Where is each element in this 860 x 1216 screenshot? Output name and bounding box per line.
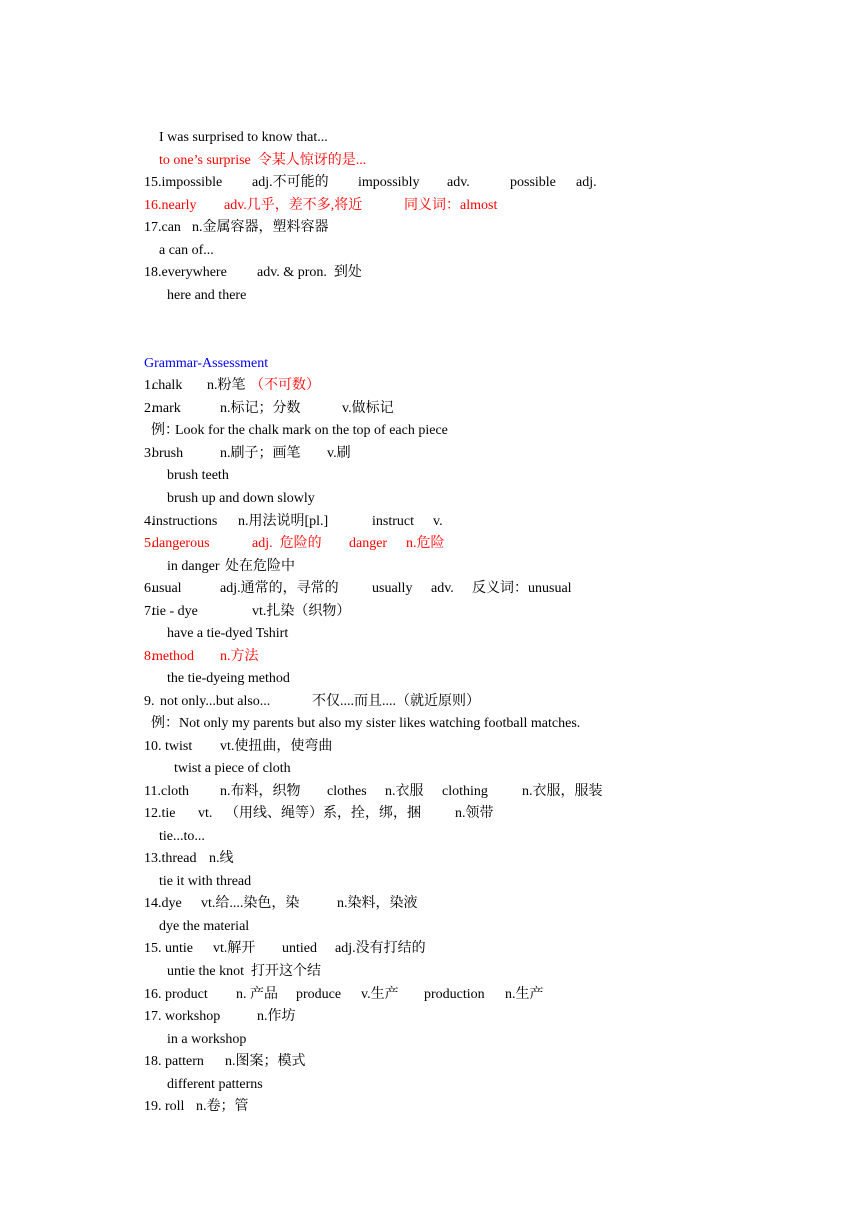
entry-number: 7.	[144, 603, 155, 619]
entry-word: 15. untie	[144, 940, 193, 956]
entry-part-of-speech: adv.	[447, 174, 470, 190]
entry-definition: adv. & pron. 到处	[257, 264, 362, 280]
example-text: 例：Not only my parents but also my sister likes watching football matches.	[151, 715, 581, 731]
heading-text: Grammar-Assessment	[144, 355, 269, 371]
entry-word: 15.impossible	[144, 174, 223, 190]
entry-word: 17. workshop	[144, 1008, 221, 1024]
entry-definition: n.作坊	[257, 1008, 296, 1024]
entry-number: 8.	[144, 648, 155, 664]
entry-word: brush	[152, 445, 184, 461]
example-can	[145, 217, 214, 258]
example-tie-dyeing-method	[153, 645, 290, 686]
example-text: have a tie-dyed Tshirt	[167, 625, 289, 641]
entry-word: 16. product	[144, 986, 208, 1002]
entry-definition: vt.使扭曲，使弯曲	[220, 738, 333, 754]
entry-number: 2.	[144, 400, 155, 416]
example-brush-up-down	[153, 465, 315, 506]
entry-related-word: instruct	[372, 513, 414, 529]
entry-word: usual	[152, 580, 182, 596]
entry-definition: n.危险	[406, 535, 445, 551]
entry-definition: v.做标记	[342, 400, 394, 416]
entry-word: 11.cloth	[144, 783, 189, 799]
entry-definition: n.标记；分数	[220, 400, 301, 416]
entry-synonym: 同义词：almost	[404, 197, 498, 213]
entry-definition: n.染料，染液	[337, 895, 418, 911]
example-text: brush up and down slowly	[167, 490, 315, 506]
example-not-only-but-also	[137, 690, 581, 731]
entry-related-word: production	[424, 986, 485, 1002]
example-translation: 处在危险中	[225, 558, 295, 574]
example-brush-teeth	[153, 442, 229, 483]
example-text: in a workshop	[167, 1031, 247, 1047]
entry-number: 4.	[144, 513, 155, 529]
entry-definition: adj. 危险的	[252, 535, 322, 551]
entry-definition: n.衣服，服装	[522, 783, 603, 799]
entry-number: 3.	[144, 445, 155, 461]
example-text: in danger	[167, 558, 220, 574]
example-text: dye the material	[159, 918, 250, 934]
entry-note: （不可数）	[250, 377, 320, 393]
entry-definition: n.生产	[505, 986, 544, 1002]
entry-word: 10. twist	[144, 738, 193, 754]
example-label: 例：	[151, 422, 179, 438]
entry-related-word: possible	[510, 174, 556, 190]
example-text: a can of...	[159, 242, 214, 258]
entry-word: 14.dye	[144, 895, 182, 911]
entry-definition: n.方法	[220, 648, 259, 664]
example-everywhere	[153, 262, 247, 303]
entry-definition: adj.没有打结的	[335, 940, 426, 956]
entry-related-word: usually	[372, 580, 413, 596]
entry-definition: n.衣服	[385, 783, 424, 799]
entry-related-word: clothing	[442, 783, 488, 799]
line-surprised-example	[145, 104, 328, 145]
entry-definition: n.金属容器，塑料容器	[192, 219, 329, 235]
entry-definition: v.生产	[361, 986, 399, 1002]
entry-word: 17.can	[144, 219, 181, 235]
line-text: to one’s surprise 令某人惊讶的是...	[159, 152, 367, 168]
entry-word: instructions	[152, 513, 218, 529]
example-text: Look for the chalk mark on the top of each piece	[175, 422, 448, 438]
entry-word: 18. pattern	[144, 1053, 204, 1069]
example-text: twist a piece of cloth	[174, 760, 291, 776]
entry-number: 5.	[144, 535, 155, 551]
entry-definition: n. 产品	[236, 986, 278, 1002]
entry-everywhere	[130, 239, 362, 280]
entry-part-of-speech: adj.	[576, 174, 597, 190]
entry-part-of-speech: v.	[433, 513, 443, 529]
example-tie-dyed-tshirt	[153, 600, 289, 641]
entry-definition: vt.给....染色，染	[201, 895, 300, 911]
line-text: I was surprised to know that...	[159, 129, 328, 145]
entry-word: not only...but also...	[160, 693, 271, 709]
example-in-workshop	[153, 1006, 247, 1047]
entry-related-word: clothes	[327, 783, 367, 799]
example-dye-material	[145, 893, 250, 934]
entry-word: method	[152, 648, 194, 664]
entry-definition: v.刷	[327, 445, 351, 461]
entry-definition: n.卷；管	[196, 1098, 249, 1114]
entry-related-word: impossibly	[358, 174, 420, 190]
example-tie-with-thread	[145, 848, 252, 889]
example-text: tie it with thread	[159, 873, 252, 889]
entry-definition: n.图案；模式	[225, 1053, 306, 1069]
example-text: brush teeth	[167, 467, 229, 483]
entry-related-word: danger	[349, 535, 388, 551]
entry-definition: adj.通常的，寻常的	[220, 580, 339, 596]
example-text: different patterns	[167, 1076, 263, 1092]
entry-number: 6.	[144, 580, 155, 596]
entry-definition: adj.不可能的	[252, 174, 329, 190]
entry-thread	[130, 825, 234, 866]
example-tie-to	[145, 803, 205, 844]
entry-word: 13.thread	[144, 850, 197, 866]
entry-word: tie - dye	[152, 603, 198, 619]
entry-definition: n.线	[209, 850, 234, 866]
line-to-ones-surprise	[145, 127, 367, 168]
entry-definition: vt.解开	[213, 940, 256, 956]
entry-related-word: produce	[296, 986, 342, 1002]
entry-definition: n.领带	[455, 805, 494, 821]
entry-definition: n.刷子；画笔	[220, 445, 301, 461]
example-untie-knot	[153, 938, 321, 979]
section-heading-grammar-assessment	[130, 330, 269, 371]
entry-definition: 不仅....而且....（就近原则）	[312, 693, 480, 709]
entry-part-of-speech: adv.	[431, 580, 454, 596]
example-twist-cloth	[160, 735, 291, 776]
entry-word: mark	[152, 400, 181, 416]
entry-twist	[130, 713, 333, 754]
entry-number: 1.	[144, 377, 155, 393]
entry-word: 16.nearly	[144, 197, 197, 213]
entry-antonym: 反义词：unusual	[472, 580, 572, 596]
entry-definition: n.用法说明[pl.]	[238, 513, 329, 529]
entry-word: 18.everywhere	[144, 264, 227, 280]
entry-word: 19. roll	[144, 1098, 185, 1114]
entry-word: chalk	[152, 377, 183, 393]
entry-definition: n.布料，织物	[220, 783, 301, 799]
entry-number: 9.	[144, 693, 155, 709]
entry-definition: vt.扎染（织物）	[252, 603, 351, 619]
example-text: untie the knot 打开这个结	[167, 963, 321, 979]
example-text: here and there	[167, 287, 247, 303]
entry-related-word: untied	[282, 940, 317, 956]
entry-part-of-speech: vt.	[198, 805, 213, 821]
entry-word: 12.tie	[144, 805, 176, 821]
example-text: tie...to...	[159, 828, 205, 844]
example-different-patterns	[153, 1051, 263, 1092]
entry-definition: adv.几乎，差不多,将近	[224, 197, 363, 213]
entry-word: dangerous	[152, 535, 210, 551]
example-text: the tie-dyeing method	[167, 670, 290, 686]
entry-definition: n.粉笔	[207, 377, 246, 393]
entry-definition: （用线、绳等）系，拴，绑，捆	[225, 805, 421, 821]
